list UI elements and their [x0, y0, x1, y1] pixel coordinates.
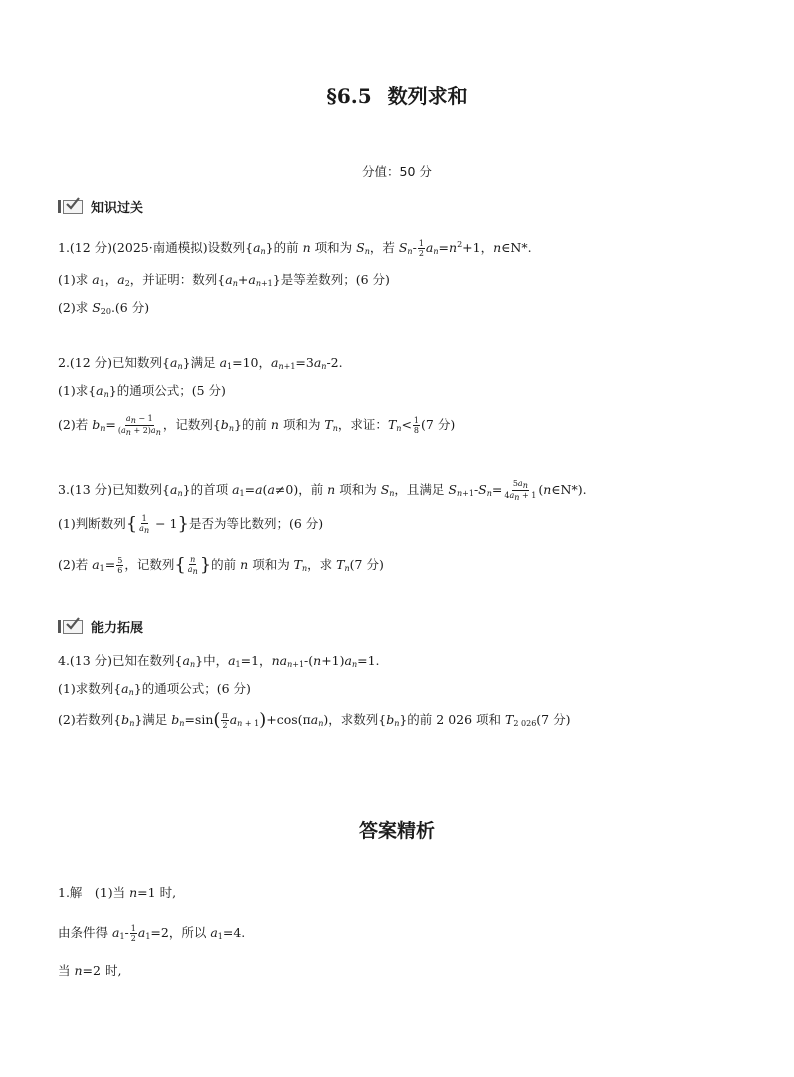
q1-stem: 1.(12 分)(2025·南通模拟)设数列$\{a_n\}$的前 n 项和为 $S_n$，若 $S_n-$ $\frac{1}{2}$ $a_n=n^2+1$，n∈N*. [58, 239, 532, 258]
answer-line-1: 1.解 (1)当 n=1 时, [58, 885, 177, 900]
q2-part2: (2)若 $b_n=$ $\frac{a_n - 1}{(a_n + 2)a_n}$ ，记数列$\{b_n\}$的前 n 项和为 $T_n$，求证：$T_n<$ $\frac{1}{8}$ (7 分) [58, 414, 456, 437]
section-name: 数列求和 [387, 84, 468, 108]
q3-part1: (1)判断数列{ $\frac{1}{a_n}$ − 1}是否为等比数列；(6 分) [58, 513, 324, 535]
q1-part1: (1)求 $a_1$，$a_2$，并证明：数列$\{a_n+a_{n+1}\}$是等差数列；(6 分) [58, 272, 390, 288]
section-bar-icon [58, 620, 61, 633]
section-bar-icon [58, 200, 61, 213]
q3-part2: (2)若 $a_1=$ $\frac{5}{6}$ ，记数列{ $\frac{n}{a_n}$ }的前 n 项和为 $T_n$，求 $T_n(7$ 分) [58, 554, 384, 576]
q4-stem: 4.(13 分)已知在数列$\{a_n\}$中，$a_1=1$，$na_{n+1}-(n+1)a_n=1$. [58, 653, 380, 669]
q2-stem: 2.(12 分)已知数列$\{a_n\}$满足 $a_1=10$，$a_{n+1}=3a_n-2$. [58, 355, 343, 371]
section-title-advanced: 能力拓展 [91, 621, 144, 636]
checkbox-check-icon [63, 200, 83, 214]
q3-stem: 3.(13 分)已知数列$\{a_n\}$的首项 $a_1=a(a\ne 0)$，前 n 项和为 $S_n$，且满足 $S_{n+1}-S_n=$ $\frac{5a_n}{4a_n + 1}$ (n∈N*). [58, 479, 587, 502]
section-title-basic: 知识过关 [91, 201, 144, 216]
answers-title: 答案精析 [358, 820, 435, 842]
section-number: §6.5 [326, 84, 372, 108]
q4-part1: (1)求数列$\{a_n\}$的通项公式；(6 分) [58, 681, 251, 697]
answer-line-2: 由条件得 $a_1-$ $\frac{1}{2}$ $a_1=2$，所以 $a_1=4$. [58, 924, 246, 943]
section-header-advanced [58, 617, 143, 636]
score-label: 分值：50 分 [362, 164, 432, 179]
checkbox-check-icon [63, 620, 83, 634]
page-title [0, 80, 794, 109]
q4-part2: (2)若数列$\{b_n\}$满足 $b_n=\sin$( $\frac{\pi}{2}$ $a_n$ $_{+ 1})+\cos(\pi a_n)$，求数列$\{b_n\}$的前 2 026 项和 $T_{2 026}(7$ 分) [58, 709, 571, 731]
q1-part2: (2)求 $S_{20}.(6$ 分) [58, 300, 150, 316]
answer-line-3: 当 n=2 时, [58, 963, 122, 978]
section-header-basic [58, 197, 143, 216]
q2-part1: (1)求$\{a_n\}$的通项公式；(5 分) [58, 383, 226, 399]
